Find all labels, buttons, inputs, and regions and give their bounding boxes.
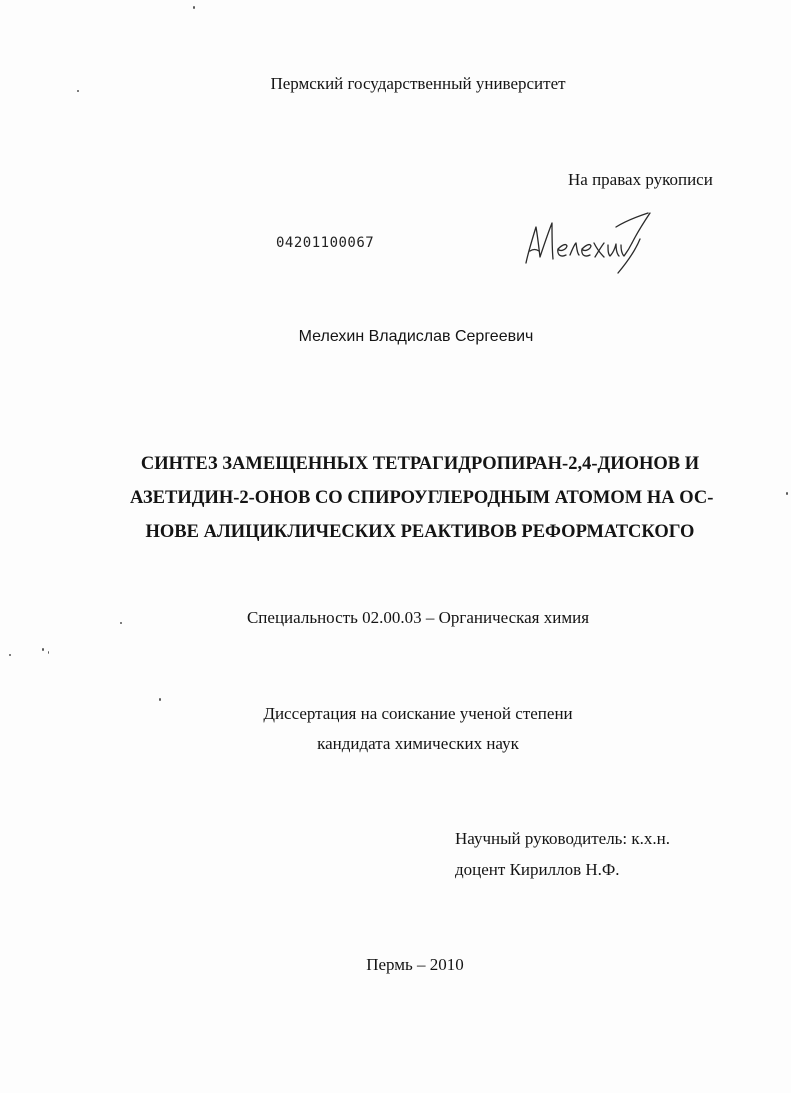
dissertation-title: [130, 447, 714, 549]
scan-speck: [9, 654, 11, 656]
university-name: Пермский государственный университет: [270, 74, 566, 93]
dissertation-degree-line1: Диссертация на соискание ученой степени: [263, 704, 573, 723]
supervisor-title: Научный руководитель: к.х.н.: [455, 829, 671, 848]
title-line: СИНТЕЗ ЗАМЕЩЕННЫХ ТЕТРАГИДРОПИРАН-2,4-ДИОНОВ И: [140, 454, 700, 474]
author-name: Мелехин Владислав Сергеевич: [298, 328, 534, 345]
scan-speck: [77, 90, 79, 92]
supervisor-name: доцент Кириллов Н.Ф.: [455, 860, 620, 879]
scan-speck: [193, 6, 195, 9]
title-line: НОВЕ АЛИЦИКЛИЧЕСКИХ РЕАКТИВОВ РЕФОРМАТСКОГО: [145, 522, 695, 542]
scan-speck: [42, 648, 44, 651]
scan-speck: [786, 492, 788, 495]
scan-speck: [120, 622, 122, 624]
manuscript-rights-note: На правах рукописи: [568, 170, 713, 189]
title-line: АЗЕТИДИН-2-ОНОВ СО СПИРОУГЛЕРОДНЫМ АТОМОМ НА ОС-: [130, 488, 714, 508]
dissertation-degree-line2: кандидата химических наук: [317, 734, 519, 753]
city-year: Пермь – 2010: [366, 955, 464, 974]
specialty-line: Специальность 02.00.03 – Органическая химия: [246, 608, 590, 627]
registration-number: 04201100067: [276, 235, 375, 251]
author-signature: [520, 205, 660, 280]
scan-speck: [48, 651, 49, 654]
scan-speck: [159, 698, 161, 701]
